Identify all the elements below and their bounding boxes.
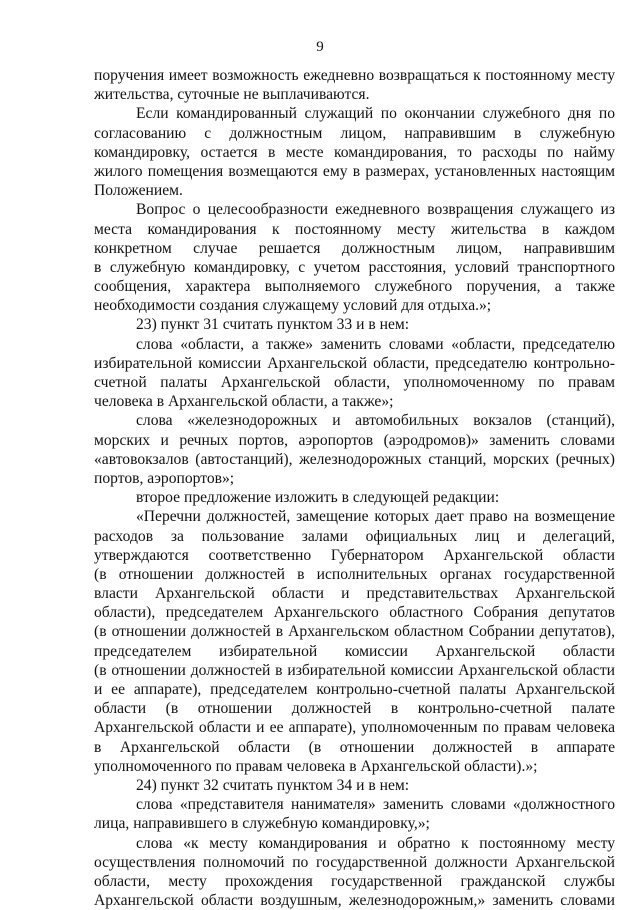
text-line: жительства, суточные не выплачиваются. <box>94 86 370 104</box>
text-line: в Архангельской области (в отношении должностей в аппарате <box>94 738 615 756</box>
text-line: сообщения, характера выполняемого служебного поручения, а также <box>94 278 615 296</box>
text-line: (в отношении должностей в избирательной комиссии Архангельской области <box>94 661 615 679</box>
text-line: расходов за пользование залами официальных лиц и делегаций, <box>94 527 615 545</box>
text-line: поручения имеет возможность ежедневно возвращаться к постоянному месту <box>94 67 615 84</box>
text-line: в служебную командировку, с учетом расстояния, условий транспортного <box>94 258 615 276</box>
text-line: слова «представителя нанимателя» заменить словами «должностного <box>136 796 615 814</box>
text-line: Архангельской области и ее аппарате), уполномоченным по правам человека <box>94 719 615 737</box>
text-line: слова «железнодорожных и автомобильных вокзалов (станций), <box>136 412 615 430</box>
text-line: Архангельской области воздушным, железнодорожным,» заменить словами <box>94 892 615 910</box>
text-line: морских и речных портов, аэропортов (аэродромов)» заменить словами <box>94 431 615 449</box>
text-line: места командирования к постоянному месту жительства в каждом <box>94 220 615 238</box>
text-line: конкретном случае решается должностным лицом, направившим <box>94 239 615 257</box>
text-line: командировку, остается в месте командирования, то расходы по найму <box>94 143 615 161</box>
text-line: «автовокзалов (автостанций), железнодорожных станций, морских (речных) <box>94 450 615 468</box>
text-line: Положением. <box>94 182 183 200</box>
text-line: человека в Архангельской области, а также»; <box>94 393 394 411</box>
text-line: счетной палаты Архангельской области, уполномоченному по правам <box>94 374 615 391</box>
text-line: Если командированный служащий по окончании служебного дня по <box>136 105 615 123</box>
text-line: необходимости создания служащему условий для отдыха.»; <box>94 297 492 315</box>
text-line: председателем избирательной комиссии Архангельской области <box>94 642 615 660</box>
page-number: 9 <box>316 39 324 55</box>
text-line: утверждаются соответственно Губернатором Архангельской области <box>94 546 615 564</box>
text-line: Вопрос о целесообразности ежедневного возвращения служащего из <box>136 201 615 219</box>
text-line: области), председателем Архангельского областного Собрания депутатов <box>94 604 615 622</box>
text-line: (в отношении должностей в Архангельском областном Собрании депутатов), <box>94 623 615 641</box>
text-line: 23) пункт 31 считать пунктом 33 и в нем: <box>136 316 410 334</box>
text-line: 24) пункт 32 считать пунктом 34 и в нем: <box>136 776 410 794</box>
text-line: уполномоченного по правам человека в Архангельской области).»; <box>94 757 538 775</box>
text-line: (в отношении должностей в исполнительных органах государственной <box>94 565 615 583</box>
text-line: и ее аппарате), председателем контрольно-счетной палаты Архангельской <box>94 681 615 698</box>
text-line: лица, направившего в служебную командировку,»; <box>94 815 430 833</box>
text-line: второе предложение изложить в следующей редакции: <box>136 489 500 507</box>
text-line: слова «области, а также» заменить словами «области, председателю <box>136 335 615 353</box>
text-line: жилого помещения возмещаются ему в размерах, установленных настоящим <box>94 162 615 180</box>
document-body <box>94 66 615 910</box>
text-line: избирательной комиссии Архангельской области, председателю контрольно- <box>94 354 615 372</box>
text-line: портов, аэропортов»; <box>94 469 235 487</box>
text-line: осуществления полномочий по государственной должности Архангельской <box>94 853 615 871</box>
text-line: слова «к месту командирования и обратно к постоянному месту <box>136 834 615 852</box>
text-line: «Перечни должностей, замещение которых дает право на возмещение <box>136 508 615 526</box>
text-line: области (в отношении должностей в контрольно-счетной палате <box>94 700 615 718</box>
text-line: области, месту прохождения государственной гражданской службы <box>94 872 615 890</box>
text-line: власти Архангельской области и представительствах Архангельской <box>94 585 615 603</box>
text-line: согласованию с должностным лицом, направившим в служебную <box>94 124 615 142</box>
